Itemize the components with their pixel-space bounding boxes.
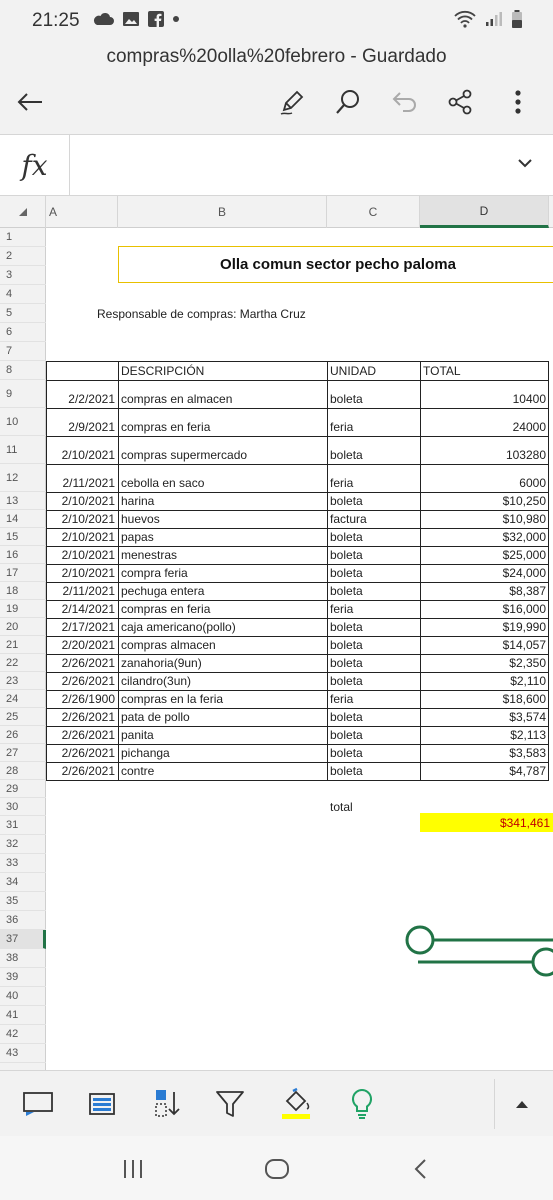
status-time: 21:25 (32, 10, 80, 31)
description-cell[interactable]: compras en feria (121, 420, 211, 434)
back-icon (413, 1158, 429, 1180)
column-header-b[interactable]: B (118, 196, 327, 228)
table-border (46, 672, 549, 673)
table-border (46, 361, 47, 780)
app-titlebar (0, 42, 553, 134)
column-headers (0, 196, 553, 228)
table-border (46, 546, 549, 547)
row-header[interactable]: 25 (0, 708, 46, 726)
table-border (46, 492, 549, 493)
unit-cell[interactable]: boleta (330, 392, 363, 406)
date-cell[interactable]: 2/14/2021 (61, 602, 115, 616)
row-header[interactable]: 22 (0, 654, 46, 672)
total-cell[interactable]: $2,110 (510, 674, 546, 688)
date-cell[interactable]: 2/10/2021 (61, 566, 115, 580)
total-cell[interactable]: $10,980 (502, 512, 546, 526)
description-cell[interactable]: cilandro(3un) (121, 674, 192, 688)
total-cell[interactable]: 103280 (505, 448, 546, 462)
row-header[interactable]: 26 (0, 726, 46, 744)
home-icon (264, 1158, 290, 1180)
unit-cell[interactable]: boleta (330, 494, 363, 508)
table-border (327, 361, 328, 780)
expand-ribbon-button[interactable] (502, 1085, 542, 1123)
table-border (46, 464, 549, 465)
row-header[interactable]: 43 (0, 1044, 46, 1063)
share-icon (447, 89, 473, 115)
row-header[interactable]: 31 (0, 816, 46, 835)
recent-apps-button[interactable] (113, 1154, 153, 1184)
row-header[interactable]: 4 (0, 285, 46, 304)
toolbar-divider (494, 1079, 495, 1129)
row-header[interactable]: 9 (0, 380, 46, 408)
date-cell[interactable]: 2/10/2021 (61, 512, 115, 526)
draw-button[interactable] (274, 84, 310, 120)
sheet-title-cell[interactable]: Olla comun sector pecho paloma (118, 246, 553, 283)
unit-cell[interactable]: feria (330, 602, 354, 616)
table-border (46, 564, 549, 565)
unit-cell[interactable]: boleta (330, 448, 363, 462)
undo-button[interactable] (386, 84, 422, 120)
row-header[interactable]: 23 (0, 672, 46, 690)
description-cell[interactable]: compras en feria (121, 602, 211, 616)
ideas-icon (349, 1088, 375, 1120)
row-headers (0, 228, 46, 1070)
more-options-button[interactable] (500, 84, 536, 120)
row-header[interactable]: 7 (0, 342, 46, 361)
row-header[interactable]: 29 (0, 780, 46, 798)
total-cell[interactable]: $32,000 (502, 530, 546, 544)
filter-button[interactable] (210, 1085, 250, 1123)
dot-icon (172, 15, 180, 23)
unit-cell[interactable]: factura (330, 512, 367, 526)
date-cell[interactable]: 2/26/2021 (61, 728, 115, 742)
unit-cell[interactable]: boleta (330, 764, 363, 778)
expand-up-icon (515, 1099, 529, 1109)
total-cell[interactable]: 10400 (512, 392, 546, 406)
signal-icon (485, 11, 503, 27)
total-cell[interactable]: $3,583 (509, 746, 546, 760)
date-cell[interactable]: 2/11/2021 (62, 476, 115, 490)
table-border (46, 726, 549, 727)
sort-button[interactable] (146, 1085, 186, 1123)
total-cell[interactable]: 6000 (519, 476, 546, 490)
cell-format-icon (22, 1090, 54, 1118)
description-cell[interactable]: caja americano(pollo) (121, 620, 236, 634)
search-icon (334, 88, 362, 116)
grand-total-cell[interactable]: $341,461 (420, 813, 553, 832)
row-header[interactable]: 37 (0, 930, 46, 949)
unit-cell[interactable]: feria (330, 420, 354, 434)
row-header[interactable]: 6 (0, 323, 46, 342)
table-border (46, 618, 549, 619)
unit-cell[interactable]: boleta (330, 584, 363, 598)
row-header[interactable]: 39 (0, 968, 46, 987)
formula-expand-button[interactable] (517, 155, 533, 173)
date-cell[interactable]: 2/26/2021 (61, 710, 115, 724)
table-border (46, 436, 549, 437)
cloud-icon (92, 12, 114, 26)
unit-cell[interactable]: boleta (330, 620, 363, 634)
date-cell[interactable]: 2/26/2021 (61, 764, 115, 778)
description-cell[interactable]: menestras (121, 548, 178, 562)
table-border (46, 780, 549, 781)
total-cell[interactable]: $18,600 (502, 692, 546, 706)
unit-cell[interactable]: boleta (330, 710, 363, 724)
select-all-corner[interactable] (0, 196, 46, 228)
date-cell[interactable]: 2/20/2021 (61, 638, 115, 652)
unit-cell[interactable]: boleta (330, 728, 363, 742)
search-button[interactable] (330, 84, 366, 120)
bottom-toolbar (0, 1070, 553, 1136)
table-border (548, 361, 549, 780)
share-button[interactable] (442, 84, 478, 120)
row-header[interactable]: 13 (0, 492, 46, 510)
header-descripcion[interactable]: DESCRIPCIÓN (121, 364, 205, 378)
row-header[interactable]: 21 (0, 636, 46, 654)
total-cell[interactable]: $14,057 (502, 638, 546, 652)
row-header[interactable]: 30 (0, 798, 46, 816)
unit-cell[interactable]: feria (330, 476, 354, 490)
table-border (46, 528, 549, 529)
total-cell[interactable]: $25,000 (502, 548, 546, 562)
row-header[interactable]: 3 (0, 266, 46, 285)
formula-bar[interactable] (0, 134, 553, 196)
total-cell[interactable]: $19,990 (502, 620, 546, 634)
total-cell[interactable]: $2,350 (509, 656, 546, 670)
chevron-down-icon (517, 158, 533, 168)
date-cell[interactable]: 2/26/2021 (61, 656, 115, 670)
row-header[interactable]: 40 (0, 987, 46, 1006)
description-cell[interactable]: zanahoria(9un) (121, 656, 202, 670)
row-header[interactable]: 41 (0, 1006, 46, 1025)
table-border (46, 380, 549, 381)
table-border (46, 762, 549, 763)
table-border (46, 600, 549, 601)
table-border (46, 636, 549, 637)
table-border (46, 654, 549, 655)
row-header[interactable]: 17 (0, 564, 46, 582)
header-unidad[interactable]: UNIDAD (330, 364, 377, 378)
fx-label: fx (0, 135, 70, 195)
unit-cell[interactable]: boleta (330, 566, 363, 580)
description-cell[interactable]: pichanga (121, 746, 170, 760)
fill-color-button[interactable] (276, 1085, 316, 1123)
table-border (46, 708, 549, 709)
description-cell[interactable]: compras en almacen (121, 392, 233, 406)
filter-icon (215, 1089, 245, 1119)
row-header[interactable]: 15 (0, 528, 46, 546)
system-icons (453, 10, 523, 28)
responsable-cell[interactable]: Responsable de compras: Martha Cruz (97, 307, 306, 321)
date-cell[interactable]: 2/26/2021 (61, 746, 115, 760)
row-header[interactable]: 42 (0, 1025, 46, 1044)
description-cell[interactable]: huevos (121, 512, 160, 526)
draw-icon (278, 88, 306, 116)
back-arrow-icon (16, 91, 44, 113)
header-total[interactable]: TOTAL (423, 364, 461, 378)
unit-cell[interactable]: boleta (330, 638, 363, 652)
undo-icon (390, 90, 418, 114)
date-cell[interactable]: 2/10/2021 (61, 494, 115, 508)
unit-cell[interactable]: boleta (330, 656, 363, 670)
total-cell[interactable]: $8,387 (509, 584, 546, 598)
selection-handle-end[interactable] (533, 949, 553, 975)
date-cell[interactable]: 2/17/2021 (61, 620, 115, 634)
row-header[interactable]: 35 (0, 892, 46, 911)
row-header[interactable]: 33 (0, 854, 46, 873)
description-cell[interactable]: panita (121, 728, 154, 742)
table-border (46, 510, 549, 511)
description-cell[interactable]: compras supermercado (121, 448, 248, 462)
row-header[interactable]: 28 (0, 762, 46, 780)
row-header[interactable]: 11 (0, 436, 46, 464)
description-cell[interactable]: papas (121, 530, 154, 544)
total-cell[interactable]: $10,250 (502, 494, 546, 508)
date-cell[interactable]: 2/2/2021 (68, 392, 115, 406)
date-cell[interactable]: 2/10/2021 (61, 530, 115, 544)
cell-format-button[interactable] (18, 1085, 58, 1123)
select-all-icon (18, 207, 28, 217)
total-cell[interactable]: 24000 (512, 420, 546, 434)
column-header-a[interactable]: A (46, 196, 118, 228)
description-cell[interactable]: compra feria (121, 566, 188, 580)
date-cell[interactable]: 2/11/2021 (62, 584, 115, 598)
total-cell[interactable]: $3,574 (509, 710, 546, 724)
description-cell[interactable]: cebolla en saco (121, 476, 205, 490)
total-cell[interactable]: $4,787 (509, 764, 546, 778)
row-header[interactable]: 38 (0, 949, 46, 968)
description-cell[interactable]: compras almacen (121, 638, 216, 652)
row-header[interactable]: 18 (0, 582, 46, 600)
date-cell[interactable]: 2/10/2021 (61, 548, 115, 562)
image-icon (122, 11, 140, 27)
total-cell[interactable]: $16,000 (502, 602, 546, 616)
row-header[interactable]: 2 (0, 247, 46, 266)
row-header[interactable]: 1 (0, 228, 46, 247)
description-cell[interactable]: compras en la feria (121, 692, 224, 706)
selection-handle-start[interactable] (407, 927, 433, 953)
description-cell[interactable]: harina (121, 494, 155, 508)
table-border (46, 408, 549, 409)
wifi-icon (453, 10, 477, 28)
home-button[interactable] (257, 1154, 297, 1184)
date-cell[interactable]: 2/10/2021 (61, 448, 115, 462)
unit-cell[interactable]: boleta (330, 746, 363, 760)
back-nav-button[interactable] (401, 1154, 441, 1184)
table-button[interactable] (82, 1085, 122, 1123)
row-header[interactable]: 20 (0, 618, 46, 636)
battery-icon (511, 10, 523, 28)
description-cell[interactable]: pata de pollo (121, 710, 190, 724)
ideas-button[interactable] (342, 1085, 382, 1123)
status-bar (0, 0, 553, 42)
notification-icons (92, 11, 180, 27)
row-header[interactable]: 32 (0, 835, 46, 854)
row-header[interactable]: 34 (0, 873, 46, 892)
date-cell[interactable]: 2/26/1900 (61, 692, 115, 706)
table-border (46, 582, 549, 583)
table-border (46, 361, 549, 362)
unit-cell[interactable]: boleta (330, 548, 363, 562)
facebook-icon (148, 11, 164, 27)
table-border (118, 361, 119, 780)
column-header-c[interactable]: C (327, 196, 420, 228)
unit-cell[interactable]: boleta (330, 530, 363, 544)
date-cell[interactable]: 2/26/2021 (61, 674, 115, 688)
total-cell[interactable]: $24,000 (502, 566, 546, 580)
back-button[interactable] (12, 84, 48, 120)
system-navigation-bar (0, 1136, 553, 1200)
total-label-cell[interactable]: total (330, 800, 353, 814)
table-border (46, 744, 549, 745)
row-header[interactable]: 10 (0, 408, 46, 436)
row-header[interactable]: 16 (0, 546, 46, 564)
description-cell[interactable]: contre (121, 764, 155, 778)
row-header[interactable]: 36 (0, 911, 46, 930)
unit-cell[interactable]: feria (330, 692, 354, 706)
selection-handles[interactable] (400, 920, 553, 980)
row-header[interactable]: 14 (0, 510, 46, 528)
description-cell[interactable]: pechuga entera (121, 584, 205, 598)
document-title: compras%20olla%20febrero - Guardado (106, 46, 447, 67)
total-cell[interactable]: $2,113 (510, 728, 546, 742)
unit-cell[interactable]: boleta (330, 674, 363, 688)
more-icon (514, 89, 522, 115)
row-header[interactable]: 8 (0, 361, 46, 380)
spreadsheet-grid[interactable] (0, 196, 553, 1070)
row-header[interactable]: 24 (0, 690, 46, 708)
sort-icon (150, 1088, 182, 1120)
fill-color-icon (279, 1087, 313, 1121)
recent-apps-icon (122, 1159, 144, 1179)
row-header[interactable]: 5 (0, 304, 46, 323)
column-header-d[interactable]: D (420, 196, 549, 228)
row-header[interactable]: 19 (0, 600, 46, 618)
table-icon (86, 1090, 118, 1118)
table-border (46, 690, 549, 691)
table-border (420, 361, 421, 780)
row-header[interactable]: 27 (0, 744, 46, 762)
date-cell[interactable]: 2/9/2021 (68, 420, 115, 434)
row-header[interactable]: 12 (0, 464, 46, 492)
